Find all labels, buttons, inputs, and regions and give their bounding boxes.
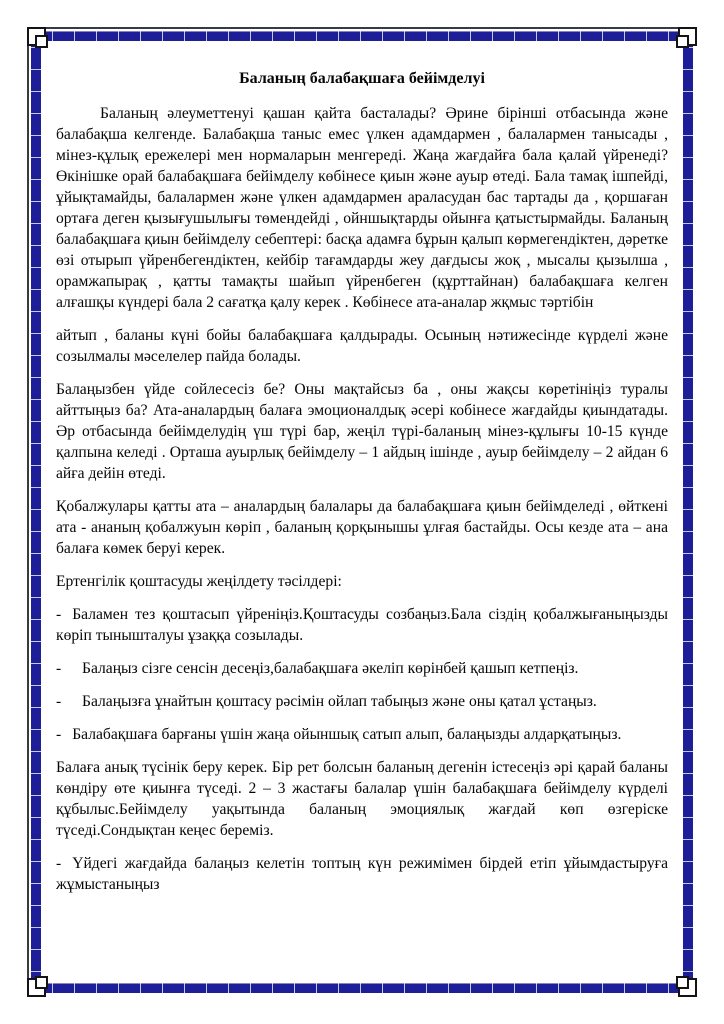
list-item xyxy=(56,658,668,679)
list-item-text: Баламен тез қоштасып үйреніңіз.Қоштасуды созбаңыз.Бала сіздің қобалжығаныңызды көріп тынышталуы ұзаққа созылады. xyxy=(56,606,668,644)
list-item-text: Балабақшаға барғаны үшін жаңа ойыншық сатып алып, балаңызды алдарқатыңыз. xyxy=(72,726,622,743)
list-item xyxy=(56,724,668,745)
frame-corner-ornament-bottom-right xyxy=(671,971,697,997)
list-item xyxy=(56,691,668,712)
paragraph-tips-heading: Ертенгілік қоштасуды жеңілдету тәсілдері: xyxy=(56,573,342,590)
paragraph-adaptation-types: Балаңызбен үйде сойлесесіз бе? Оны мақтайсыз ба , оны жақсы көретініңіз туралы айттыңыз ба? Ата-аналардың балаға эмоционалдық әсері кобінесе жағдайды қиындатады. Әр отбасында бейімделудің үш түрі бар, жеңіл түрі-баланың мінез-құлығы 10-15 күнде қалпына келеді . Орташа ауырлық бейімделу – 1 айдың ішінде , ауыр бейімделу – 2 айдан 6 айға дейін өтеді. xyxy=(56,381,668,482)
paragraph-advice: Балаға анық түсінік беру керек. Бір рет болсын баланың дегенін істесеңіз әрі қарай баланы көндіру өте қиынға түседі. 2 – 3 жастағы балалар үшін балабақшаға бейімделу күрделі құбылыс.Бейімделу уақытында баланың эмоциялық жағдай көп өзгеріске түседі.Сондықтан кеңес береміз. xyxy=(56,759,668,839)
dash-marker: - xyxy=(56,855,62,872)
frame-band-bottom xyxy=(31,983,693,993)
corner-square-icon xyxy=(35,35,48,48)
dash-marker: - xyxy=(56,606,62,623)
list-item-text: Балаңыз сізге сенсін десеңіз,балабақшаға әкеліп көрінбей қашып кетпеңіз. xyxy=(82,660,579,677)
frame-band-top xyxy=(31,31,693,41)
corner-square-icon xyxy=(676,35,689,48)
dash-marker: - xyxy=(56,693,62,710)
list-item xyxy=(56,853,668,895)
document-content xyxy=(56,68,668,895)
paragraph-intro: Баланың әлеуметтенуі қашан қайта басталады? Әрине бірінші отбасында және балабақша келгенде. Балабақша таныс емес үлкен адамдармен , балалармен танысады , мінез-құлық ережелері мен нормаларын менгереді. Жаңа жағдайға бала қалай үйренеді? Өкінішке орай балабақшаға бейімделу көбінесе қиын және ауыр өтеді. Бала тамақ ішпейді, ұйықтамайды, балалармен және үлкен адамдармен араласудан бас тартады да , қоршаған ортаға деген қызығушылығы төмендейді , ойншықтарды ойынға қатыстырмайды. Баланың балабақшаға қиын бейімделу себептері: басқа адамға бұрын қалып көрмегендіктен, дәретке өзі отырып үйренбегендіктен, кейбір тағамдарды жеу дағдысы жоқ , мысалы қызылша , орамжапырақ , қатты тамақты шайып үйренбеген (құрттайнан) балабақшаға келген алғашқы күндері бала 2 сағатқа қалу керек . Көбінесе ата-аналар жқмыс тәртібін xyxy=(56,105,668,311)
list-item-text: Балаңызға ұнайтын қоштасу рәсімін ойлап табыңыз және оны қатал ұстаңыз. xyxy=(82,693,597,710)
frame-corner-ornament-bottom-left xyxy=(27,971,53,997)
frame-band-left xyxy=(31,31,41,993)
frame-band-right xyxy=(683,31,693,993)
dash-marker: - xyxy=(56,726,62,743)
frame-corner-ornament-top-left xyxy=(27,27,53,53)
frame-corner-ornament-top-right xyxy=(671,27,697,53)
dash-marker: - xyxy=(56,660,62,677)
corner-square-icon xyxy=(676,976,689,989)
list-item-text: Үйдегі жағдайда балаңыз келетін топтың күн режимімен бірдей етіп ұйымдастыруға жұмыстаныңыз xyxy=(56,855,668,893)
list-item xyxy=(56,604,668,646)
corner-square-icon xyxy=(35,976,48,989)
paragraph-continuation: айтып , баланы күні бойы балабақшаға қалдырады. Осының нәтижесінде күрделі және созылмалы мәселелер пайда болады. xyxy=(56,327,668,365)
paragraph-parent-anxiety: Қобалжулары қатты ата – аналардың балалары да балабақшаға қиын бейімделеді , өйткені ата - ананың қобалжуын көріп , баланың қорқынышы ұлғая бастайды. Осы кезде ата – ана балаға көмек беруі керек. xyxy=(56,498,668,557)
page-title: Баланың балабақшаға бейімделуі xyxy=(239,70,485,87)
